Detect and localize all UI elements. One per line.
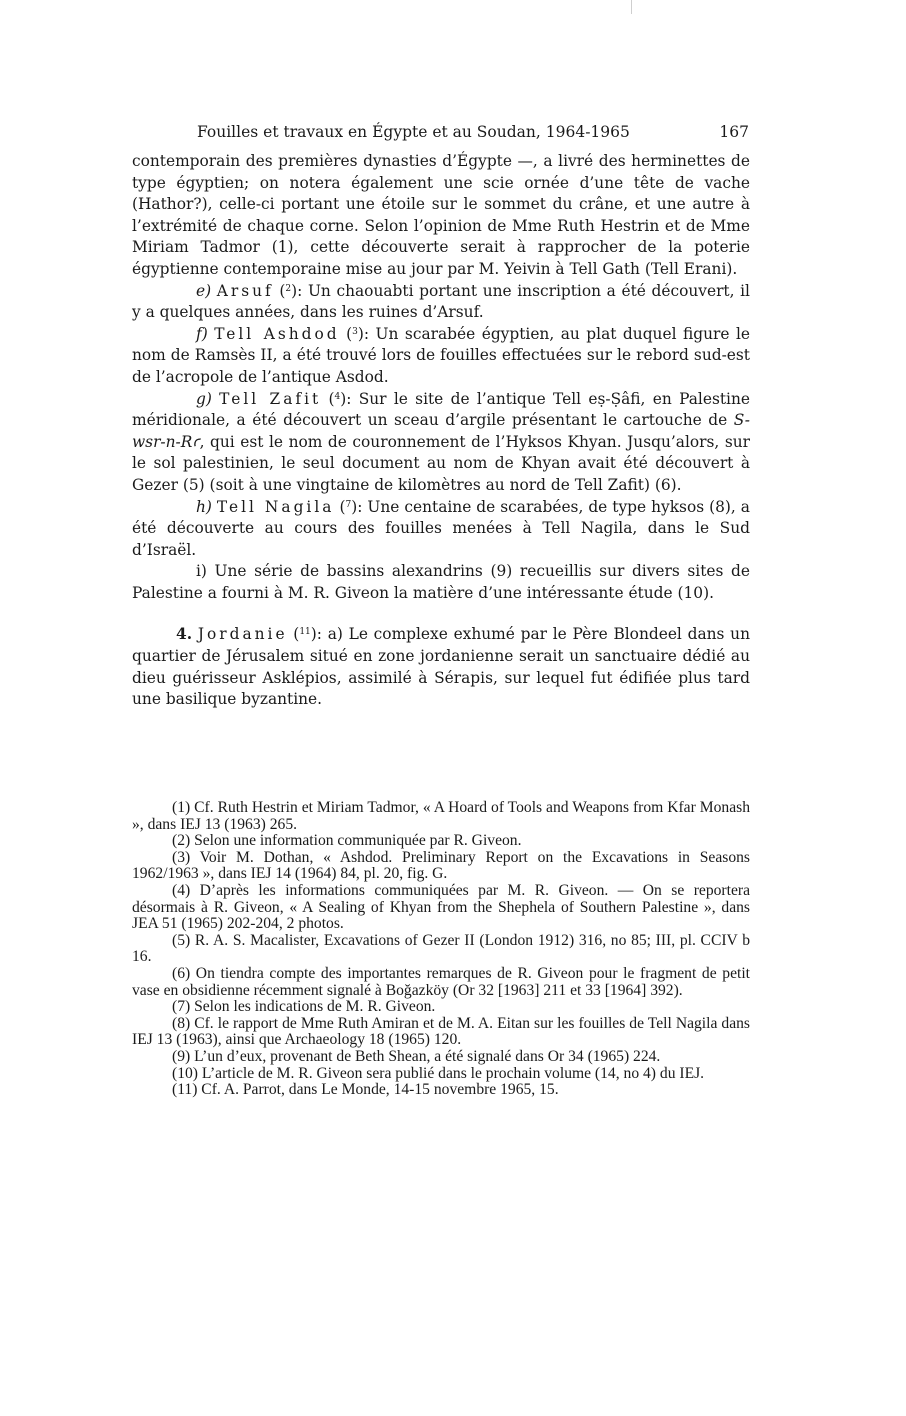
site-name-nagila: Tell Nagila (216, 497, 335, 516)
footnote-10: (10) L’article de M. R. Giveon sera publié dans le prochain volume (14, no 4) du IEJ. (172, 1064, 705, 1082)
footnote-ref-7: 7 (345, 499, 352, 510)
paragraph-nagila-text: : Une centaine de scarabées, de type hyksos (8), a été découverte au cours des fouilles menées à Tell Nagila, dans le Sud d’Israël. (132, 497, 750, 559)
footnote-3: (3) Voir M. Dothan, « Ashdod. Preliminary Report on the Excavations in Seasons 1962/1963 », dans IEJ 14 (1964) 84, pl. 20, fig. G. (132, 848, 750, 883)
item-label-f: f) (196, 324, 208, 343)
paragraph-nagila: h) Tell Nagila ($^7$): Une centaine de scarabées, de type hyksos (8), a été découverte au cours des fouilles menées à Tell Nagila, dans le Sud d’Israël. (132, 497, 750, 559)
item-label-e: e) (196, 281, 212, 300)
main-text (132, 151, 750, 711)
page-number: 167 (719, 123, 749, 141)
footnote-7: (7) Selon les indications de M. R. Giveon. (172, 998, 436, 1016)
paragraph-zafit-text-2: , qui est le nom de couronnement de l’Hyksos Khyan. Jusqu’alors, sur le sol palestinien, le seul document au nom de Khyan avait été découvert à Gezer (5) (soit à une vingtaine de kilomètres au nord de Tell Zafit) (6). (132, 432, 750, 494)
site-name-zafit: Tell Zafit (219, 389, 322, 408)
footnote-9: (9) L’un d’eux, provenant de Beth Shean, a été signalé dans Or 34 (1965) 224. (172, 1047, 661, 1065)
footnote-2: (2) Selon une information communiquée par R. Giveon. (172, 832, 522, 850)
footnote-11: (11) Cf. A. Parrot, dans Le Monde, 14-15 novembre 1965, 15. (172, 1081, 559, 1099)
scan-mark (631, 0, 632, 14)
paragraph-zafit: g) Tell Zafit ($^4$): Sur le site de l’antique Tell eṣ-Ṣâfi, en Palestine méridionale, a été découvert un sceau d’argile présentant le cartouche de S-wsr-n-Rꜥ, qui est le nom de couronnement de l’Hyksos Khyan. Jusqu’alors, sur le sol palestinien, le seul document au nom de Khyan avait été découvert à Gezer (5) (soit à une vingtaine de kilomètres au nord de Tell Zafit) (6). (132, 389, 750, 494)
footnote-ref-4: 4 (334, 391, 341, 402)
item-label-g: g) (196, 389, 212, 408)
section-number: 4. (176, 625, 193, 644)
footnote-5: (5) R. A. S. Macalister, Excavations of Gezer II (London 1912) 316, no 85; III, pl. CCIV b 16. (132, 931, 750, 966)
site-name-ashdod: Tell Ashdod (214, 324, 340, 343)
section-jordanie: 4. Jordanie ($^{11}$): a) Le complexe exhumé par le Père Blondeel dans un quartier de Jérusalem situé en zone jordanienne serait un sanctuaire dédié au dieu guérisseur Asklépios, assimilé à Sérapis, sur lequel fut édifiée plus tard une basilique byzantine. (132, 625, 750, 709)
footnote-ref-11: 11 (299, 627, 311, 638)
footnote-6: (6) On tiendra compte des importantes remarques de R. Giveon pour le fragment de petit vase en obsidienne récemment signalé à Boğazköy (Or 32 [1963] 211 et 33 [1964] 392). (132, 964, 750, 999)
paragraph-ashdod-text: : Un scarabée égyptien, au plat duquel figure le nom de Ramsès II, a été trouvé lors de fouilles effectuées sur le rebord sud-est de l’acropole de l’antique Asdod. (132, 324, 750, 386)
footnotes (132, 800, 750, 1099)
running-title: Fouilles et travaux en Égypte et au Soudan, 1964-1965 (197, 123, 630, 141)
footnote-ref-2: 2 (285, 283, 292, 294)
paragraph-arsuf-text: : Un chaouabti portant une inscription a été découvert, il y a quelques années, dans les ruines d’Arsuf. (132, 281, 750, 322)
paragraph-continued: contemporain des premières dynasties d’Égypte —, a livré des herminettes de type égyptien; on notera également une scie ornée d’une tête de vache (Hathor?), celle-ci portant une étoile sur le sommet du crâne, et une autre à l’extrémité de chaque corne. Selon l’opinion de Mme Ruth Hestrin et de Mme Miriam Tadmor (1), cette découverte serait à rapprocher de la poterie égyptienne contemporaine mise au jour par M. Yeivin à Tell Gath (Tell Erani). (132, 152, 750, 278)
section-title-jordanie: Jordanie (197, 625, 288, 644)
cartouche-name: S-wsr-n-Rꜥ (132, 411, 750, 451)
item-label-h: h) (196, 497, 212, 516)
footnote-8: (8) Cf. le rapport de Mme Ruth Amiran et de M. A. Eitan sur les fouilles de Tell Nagila dans IEJ 13 (1963), ainsi que Archaeology 18 (1965) 120. (132, 1014, 750, 1049)
footnote-4: (4) D’après les informations communiquées par M. R. Giveon. — On se reportera désormais à R. Giveon, « A Sealing of Khyan from the Shephela of Southern Palestine », dans JEA 51 (1965) 202-204, 2 photos. (132, 881, 750, 933)
footnote-ref-3: 3 (352, 326, 358, 337)
section-jordanie-text: : a) Le complexe exhumé par le Père Blondeel dans un quartier de Jérusalem situé en zone jordanienne serait un sanctuaire dédié au dieu guérisseur Asklépios, assimilé à Sérapis, sur lequel fut édifiée plus tard une basilique byzantine. (132, 625, 750, 709)
paragraph-zafit-text-1: : Sur le site de l’antique Tell eṣ-Ṣâfi, en Palestine méridionale, a été découvert un sceau d’argile présentant le cartouche de (132, 389, 750, 430)
paragraph-bassins: i) Une série de bassins alexandrins (9) recueillis sur divers sites de Palestine a fourni à M. R. Giveon la matière d’une intéressante étude (10). (132, 562, 750, 602)
paragraph-ashdod: f) Tell Ashdod ($^3$): Un scarabée égyptien, au plat duquel figure le nom de Ramsès II, a été trouvé lors de fouilles effectuées sur le rebord sud-est de l’acropole de l’antique Asdod. (132, 324, 750, 386)
footnote-1: (1) Cf. Ruth Hestrin et Miriam Tadmor, « A Hoard of Tools and Weapons from Kfar Monash », dans IEJ 13 (1963) 265. (132, 799, 750, 833)
site-name-arsuf: Arsuf (216, 281, 274, 300)
paragraph-arsuf: e) Arsuf ($^2$): Un chaouabti portant une inscription a été découvert, il y a quelques années, dans les ruines d’Arsuf. (132, 281, 750, 322)
